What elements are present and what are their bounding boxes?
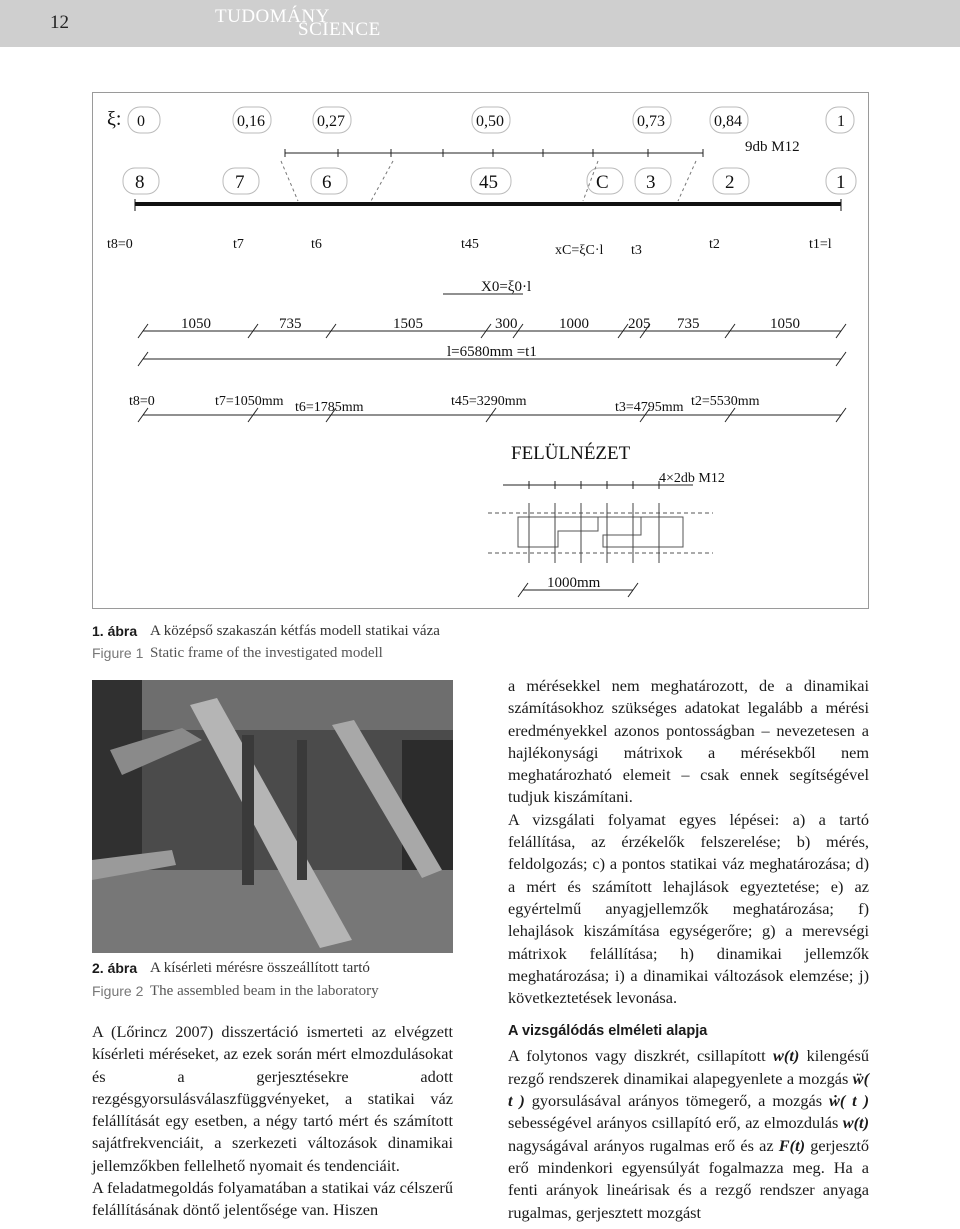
left-column xyxy=(92,1021,453,1222)
figure1-caption-en xyxy=(92,645,592,665)
xi-value: 0 xyxy=(137,113,145,130)
dim-1000-label: 1000mm xyxy=(547,575,601,591)
xi-values xyxy=(128,107,854,133)
splice-label: 4×2db M12 xyxy=(659,471,725,486)
node-label: 45 xyxy=(479,172,498,193)
position-label: t45=3290mm xyxy=(451,394,527,409)
t-label: t3 xyxy=(631,243,642,258)
segment-value: 1050 xyxy=(770,316,800,332)
segment-value: 735 xyxy=(677,316,700,332)
w-t-symbol: w(t) xyxy=(773,1046,800,1066)
segment-value: 205 xyxy=(628,316,651,332)
node-label: C xyxy=(596,172,609,193)
total-length: l=6580mm =t1 xyxy=(447,344,537,360)
x0-label: X0=ξ0·l xyxy=(481,279,532,295)
eq-text-c: gyorsulásával arányos tömegerő, a mozgás xyxy=(531,1091,823,1111)
right-paragraph-1: a mérésekkel nem meghatározott, de a dinamikai számításokhoz szükséges adatokat legalább a mérési eredményekkel azonos pontosságban – nevezetesen a hajlékonysági mátrixok a mérésekből nem meghatározható elemeit – csak ennek segítségével tudjuk kiszámítani. xyxy=(508,676,869,807)
eq-text-f: gerjesztő erő mindenkori egyensúlyát fogalmazza meg. Ha a fenti arányok lineárisak és a rezgő rendszer anyaga rugalmas, gerjesztett mozgást xyxy=(508,1135,869,1222)
t-label: t8=0 xyxy=(107,237,133,252)
node-label: 6 xyxy=(322,172,332,193)
w-dot-symbol: ẇ( t ) xyxy=(828,1091,870,1111)
xi-value: 0,50 xyxy=(476,113,504,130)
page-number: 12 xyxy=(50,12,69,33)
w-ddot-symbol: ẅ( t ) xyxy=(508,1068,869,1111)
node-label: 1 xyxy=(836,172,846,193)
left-paragraph-1: A (Lőrincz 2007) disszertáció ismerteti az elvégzett kísérleti méréseket, az ezek során mért elmozdulásokat és a gerjesztésekre adott rezgésgyorsulásválaszfüggvényeket, a statikai váz felállítását egy esetben, a négy tartó mért és számított sajátfrekvenciáit, a szerkezeti változások dinamikai jellemzőkben fellelhető nyomait és tendenciáit. xyxy=(92,1022,453,1175)
node-label: 7 xyxy=(235,172,245,193)
t-label: t7 xyxy=(233,237,244,252)
figure2-text-hu: A kísérleti mérésre összeállított tartó xyxy=(150,960,370,976)
node-label: 3 xyxy=(646,172,656,193)
figure1-label-hu: 1. ábra xyxy=(92,623,138,639)
t-label: t6 xyxy=(311,237,322,252)
section-tag-hu: TUDOMÁNY xyxy=(215,6,330,27)
position-label: t8=0 xyxy=(129,394,155,409)
eq-text-b: kilengésű rezgő rendszerek dinamikai alapegyenlete a mozgás xyxy=(508,1046,870,1088)
section-heading: A vizsgálódás elméleti alapja xyxy=(508,1023,708,1040)
figure2-label-hu: 2. ábra xyxy=(92,960,138,976)
node-label: 2 xyxy=(725,172,735,193)
bolt-label: 9db M12 xyxy=(745,139,800,155)
figure2-label-en: Figure 2 xyxy=(92,983,144,999)
figure1-label-en: Figure 1 xyxy=(92,645,144,661)
position-label: t3=4795mm xyxy=(615,400,684,415)
position-label: t2=5530mm xyxy=(691,394,760,409)
static-frame-svg xyxy=(93,93,870,610)
node-label: 8 xyxy=(135,172,145,193)
figure2-caption-hu xyxy=(92,960,453,980)
figure1-caption-hu xyxy=(92,623,592,643)
figure2-text-en: The assembled beam in the laboratory xyxy=(150,983,379,999)
position-label: t6=1785mm xyxy=(295,400,364,415)
t-label: t45 xyxy=(461,237,479,252)
t-label: t2 xyxy=(709,237,720,252)
t-label: t1=l xyxy=(809,237,832,252)
t-label: xC=ξC·l xyxy=(555,243,604,258)
right-column xyxy=(508,675,869,1224)
left-paragraph-2: A feladatmegoldás folyamatában a statikai váz célszerű felállításának döntő jelentősége van. Hiszen xyxy=(92,1178,453,1220)
segment-value: 1000 xyxy=(559,316,589,332)
segment-value: 1050 xyxy=(181,316,211,332)
figure2-caption-en xyxy=(92,983,453,1003)
node-row xyxy=(123,168,856,194)
eq-text-a: A folytonos vagy diszkrét, csillapított xyxy=(508,1046,766,1066)
xi-value: 0,73 xyxy=(637,113,665,130)
section-tag-en: SCIENCE xyxy=(298,19,381,40)
f-t-symbol: F(t) xyxy=(778,1135,806,1155)
w-t-symbol-2: w(t) xyxy=(842,1113,869,1133)
static-frame-diagram xyxy=(92,92,869,609)
segment-value: 300 xyxy=(495,316,518,332)
eq-text-d: sebességével arányos csillapító erő, az elmozdulás xyxy=(508,1113,839,1133)
position-label: t7=1050mm xyxy=(215,394,284,409)
laboratory-photo xyxy=(92,680,453,953)
figure1-text-en: Static frame of the investigated modell xyxy=(150,645,383,661)
xi-label: ξ: xyxy=(107,108,122,130)
xi-value: 1 xyxy=(837,113,845,130)
xi-value: 0,84 xyxy=(714,113,742,130)
xi-value: 0,16 xyxy=(237,113,265,130)
xi-value: 0,27 xyxy=(317,113,345,130)
eq-text-e: nagyságával arányos rugalmas erő és az xyxy=(508,1135,774,1155)
figure1-text-hu: A középső szakaszán kétfás modell statikai váza xyxy=(150,623,440,639)
right-paragraph-3 xyxy=(508,1045,869,1223)
right-paragraph-2: A vizsgálati folyamat egyes lépései: a) a tartó felállítása, az érzékelők felszerelése; b) mérés, feldolgozás; c) a pontos statikai váz meghatározása; d) a mért és számított lehajlások egyeztetése; e) az egyértelmű anyagjellemzők meghatározása; f) lehajlások kiszámítása egységerőre; g) a merevségi mátrixok felállítása; h) dinamikai jellemzők meghatározása; i) a dinamikai változások elemzése; j) következtetések levonása. xyxy=(508,809,869,1008)
segment-value: 735 xyxy=(279,316,302,332)
page-header xyxy=(0,0,960,47)
top-view-title: FELÜLNÉZET xyxy=(511,443,631,464)
segment-value: 1505 xyxy=(393,316,423,332)
laboratory-photo-svg xyxy=(92,680,453,953)
